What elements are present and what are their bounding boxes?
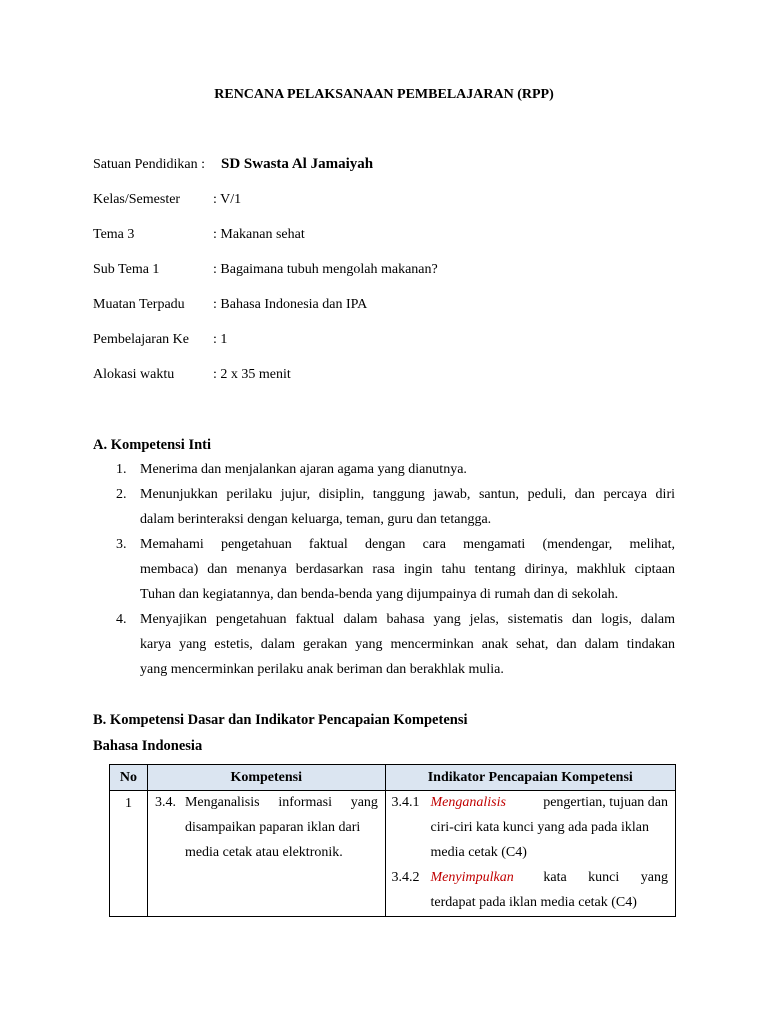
ki-item-line: Tuhan dan kegiatannya, dan benda-benda yang dijumpainya di rumah dan di sekolah. <box>140 587 619 602</box>
ki-item-number: 2. <box>116 487 127 502</box>
tema-value: : Makanan sehat <box>213 227 305 242</box>
kelas-semester-value: : V/1 <box>213 192 242 207</box>
indikator-line: ciri-ciri kata kunci yang ada pada iklan <box>430 820 649 835</box>
table-header-no: No <box>110 765 148 791</box>
indikator-text: kata kunci yang <box>543 870 668 885</box>
ki-item-number: 1. <box>116 462 127 477</box>
section-b-heading: B. Kompetensi Dasar dan Indikator Pencapaian Kompetensi <box>93 712 468 728</box>
ki-item-number: 3. <box>116 537 127 552</box>
indikator-cell <box>385 791 675 917</box>
section-a-heading: A. Kompetensi Inti <box>93 437 212 453</box>
sub-tema-label: Sub Tema 1 <box>93 262 160 277</box>
kelas-semester-label: Kelas/Semester <box>93 192 181 207</box>
kd-line: disampaikan paparan iklan dari <box>184 820 361 835</box>
kompetensi-table <box>109 764 676 917</box>
indikator-number: 3.4.1 <box>391 795 420 810</box>
ki-item-line: Memahami pengetahuan faktual dengan cara mengamati (mendengar, melihat, <box>140 537 675 552</box>
ki-item-line: Menerima dan menjalankan ajaran agama yang dianutnya. <box>140 462 467 477</box>
satuan-pendidikan-value: SD Swasta Al Jamaiyah <box>221 156 374 172</box>
ki-item-line: karya yang estetis, dalam gerakan yang mencerminkan anak sehat, dan dalam tindakan <box>140 637 675 652</box>
muatan-terpadu-value: : Bahasa Indonesia dan IPA <box>213 297 368 312</box>
tema-label: Tema 3 <box>93 227 135 242</box>
document-title: RENCANA PELAKSANAAN PEMBELAJARAN (RPP) <box>214 87 554 102</box>
alokasi-waktu-label: Alokasi waktu <box>93 367 175 382</box>
section-b-subheading: Bahasa Indonesia <box>93 738 203 754</box>
kd-line: media cetak atau elektronik. <box>184 845 343 860</box>
indikator-number: 3.4.2 <box>391 870 420 885</box>
alokasi-waktu-value: : 2 x 35 menit <box>213 367 291 382</box>
ki-item-line: yang mencerminkan perilaku anak beriman dan berakhlak mulia. <box>140 662 504 677</box>
row-number: 1 <box>110 791 148 917</box>
indikator-line: media cetak (C4) <box>430 845 527 860</box>
ki-item-line: membaca) dan menanya berdasarkan rasa ingin tahu tentang dirinya, makhluk ciptaan <box>140 562 675 577</box>
ki-item-number: 4. <box>116 612 127 627</box>
ki-item-line: Menyajikan pengetahuan faktual dalam bahasa yang jelas, sistematis dan logis, dalam <box>140 612 675 627</box>
sub-tema-value: : Bagaimana tubuh mengolah makanan? <box>213 262 438 277</box>
kd-line: Menganalisis informasi yang <box>184 795 378 810</box>
ki-item-line: dalam berinteraksi dengan keluarga, teman, guru dan tetangga. <box>140 512 492 527</box>
indikator-text: pengertian, tujuan dan <box>543 795 668 810</box>
ki-item-line: Menunjukkan perilaku jujur, disiplin, tanggung jawab, santun, peduli, dan percaya diri <box>140 487 675 502</box>
indikator-verb: Menganalisis <box>430 795 506 810</box>
muatan-terpadu-label: Muatan Terpadu <box>93 297 185 312</box>
indikator-line: terdapat pada iklan media cetak (C4) <box>430 895 637 910</box>
kd-number: 3.4. <box>154 795 176 810</box>
kompetensi-cell <box>147 791 385 917</box>
table-header-indikator: Indikator Pencapaian Kompetensi <box>385 765 675 791</box>
table-header-kompetensi: Kompetensi <box>147 765 385 791</box>
indikator-verb: Menyimpulkan <box>430 870 514 885</box>
satuan-pendidikan-label: Satuan Pendidikan : <box>93 157 205 172</box>
table-row <box>110 791 676 917</box>
pembelajaran-ke-label: Pembelajaran Ke <box>93 332 190 347</box>
pembelajaran-ke-value: : 1 <box>213 332 228 347</box>
